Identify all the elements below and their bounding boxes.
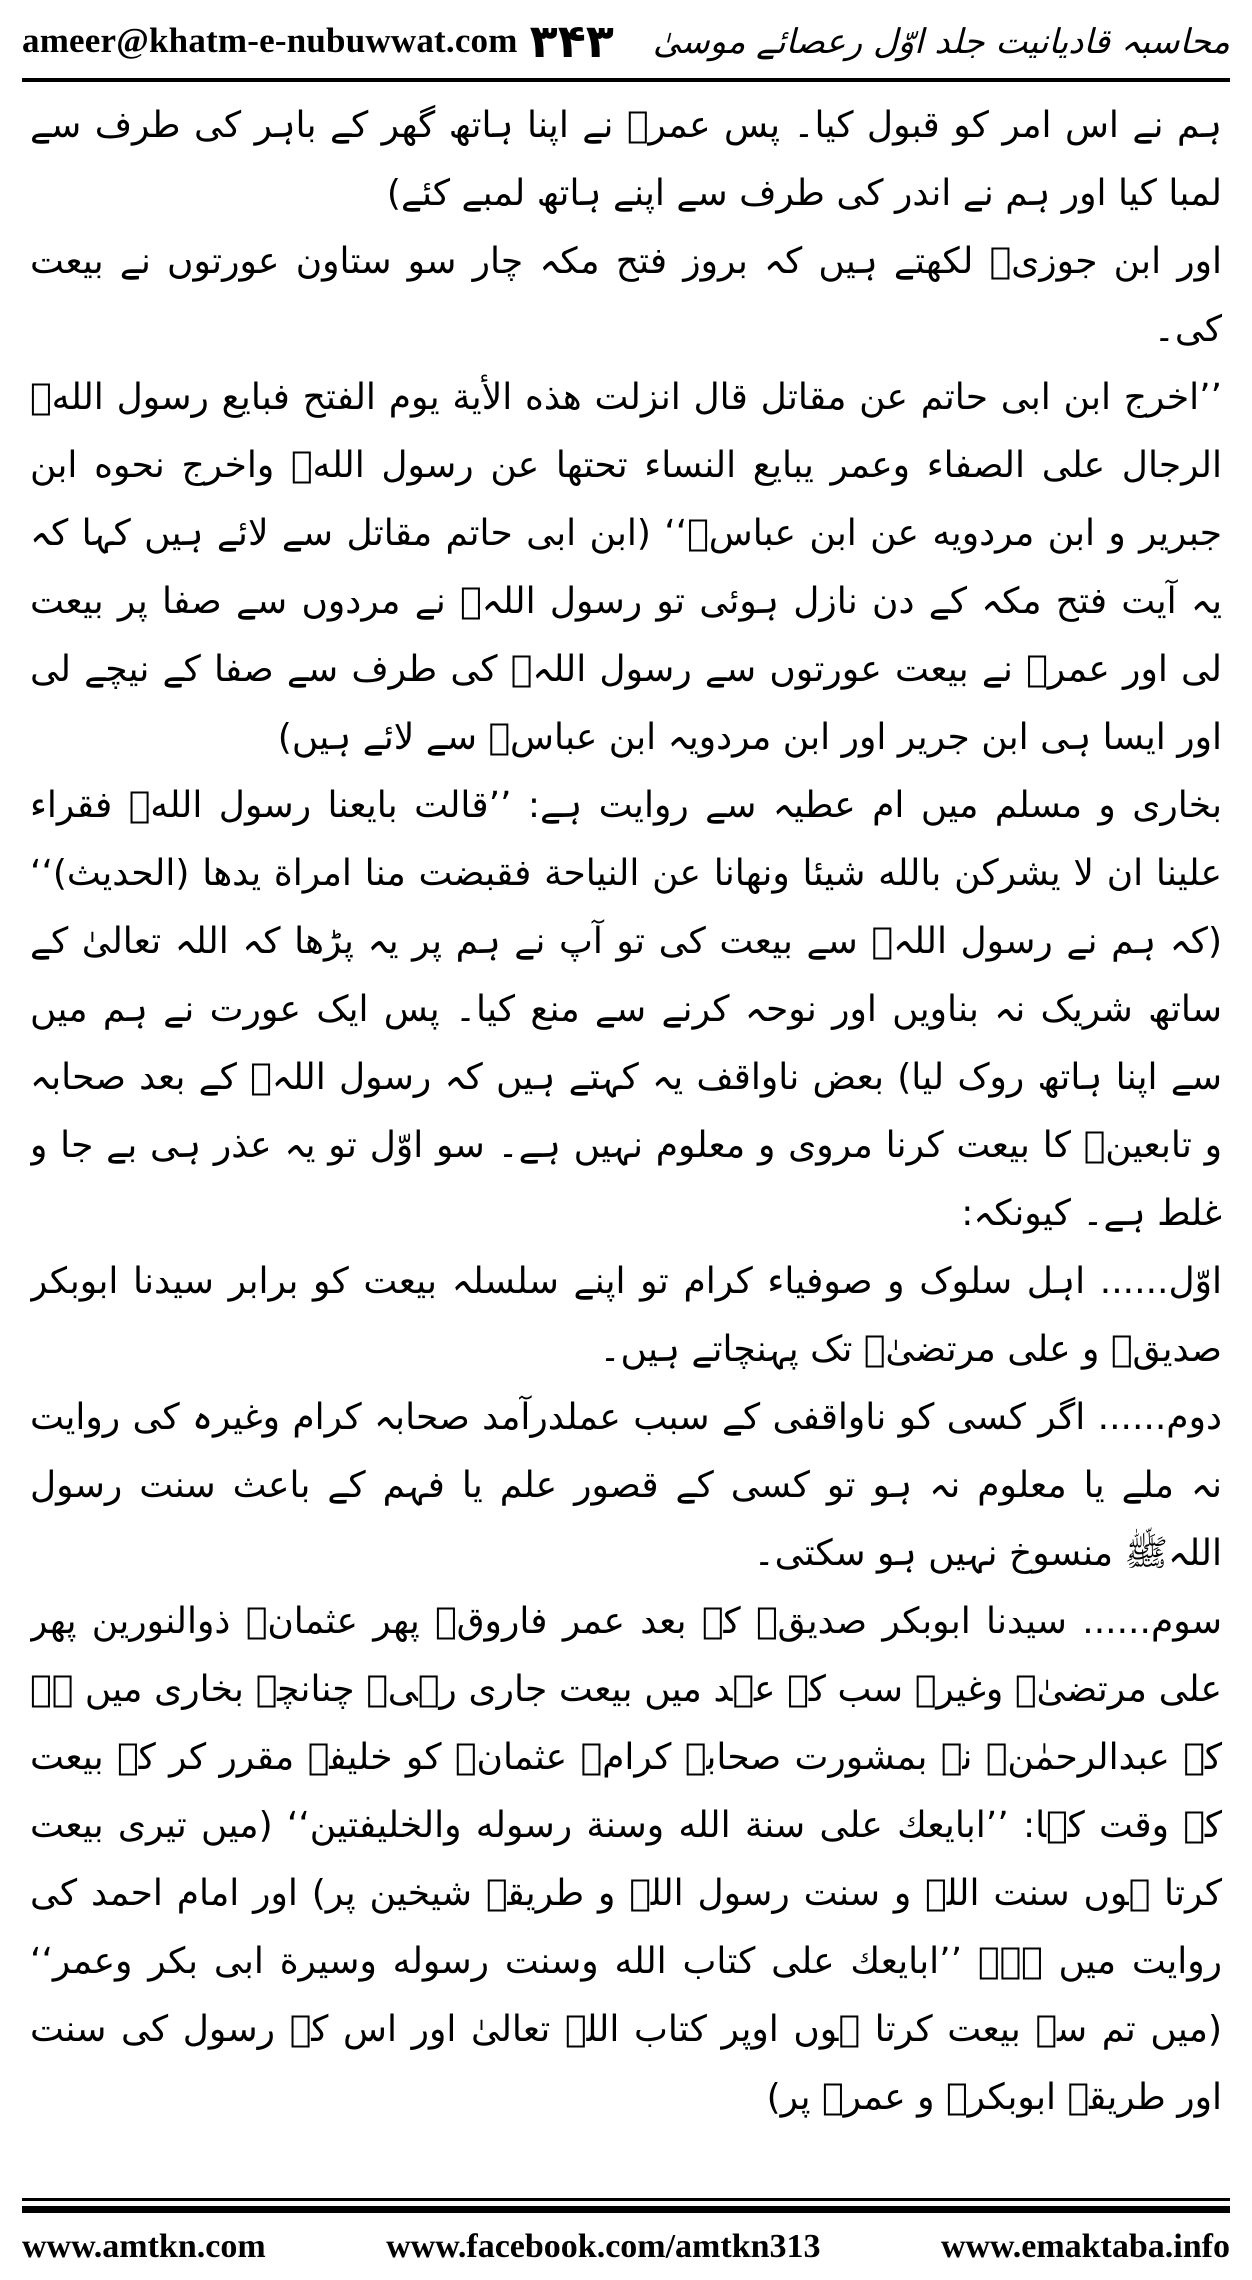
footer-link-facebook[interactable]: www.facebook.com/amtkn313 [386, 2228, 821, 2265]
paragraph-1: ہم نے اس امر کو قبول کیا۔ پس عمرؓ نے اپنا ہاتھ گھر کے باہر کی طرف سے لمبا کیا اور ہم نے اندر کی طرف سے اپنے ہاتھ لمبے کئے) [30, 105, 1222, 214]
page-header [22, 8, 1230, 74]
paragraph-2: اور ابن جوزیؒ لکھتے ہیں کہ بروز فتح مکہ چار سو ستاون عورتوں نے بیعت کی۔ [30, 241, 1222, 350]
footer-link-emaktaba[interactable]: www.emaktaba.info [940, 2228, 1230, 2265]
header-rule [22, 78, 1230, 82]
paragraph-soam: سوم...... سیدنا ابوبکر صدیقؓ کے بعد عمر فاروقؓ پھر عثمانؓ ذوالنورین پھر علی مرتضیٰؓ وغیرہ سب کے عہد میں بیعت جاری رہی۔ چنانچہ بخاری میں ہے کہ عبدالرحمٰنؓ نے بمشورت صحابہ کرامؓ عثمانؓ کو خلیفہ مقرر کر کے بیعت کے وقت کہا: ’’ابايعك على سنة الله وسنة رسوله والخليفتين‘‘ (میں تیری بیعت کرتا ہوں سنت اللہ و سنت رسول اللہ و طریقہ شیخین پر) اور امام احمد کی روایت میں ہے۔ ’’ابايعك على كتاب الله وسنت رسوله وسيرة ابی بكر وعمر‘‘ (میں تم سے بیعت کرتا ہوں اوپر کتاب اللہ تعالیٰ اور اس کے رسول کی سنت اور طریقہ ابوبکرؓ و عمرؓ پر) [30, 1601, 1222, 2118]
page-footer [22, 2222, 1230, 2272]
footer-rule-thin [22, 2198, 1230, 2201]
footer-link-amtkn[interactable]: www.amtkn.com [22, 2228, 266, 2265]
paragraph-3: ’’اخرج ابن ابی حاتم عن مقاتل قال انزلت هذه الأية يوم الفتح فبايع رسول اللهﷺ الرجال على الصفاء وعمر يبايع النساء تحتها عن رسول اللهﷺ واخرج نحوه ابن جبرير و ابن مردويه عن ابن عباسؓ‘‘ (ابن ابی حاتم مقاتل سے لائے ہیں کہا کہ یہ آیت فتح مکہ کے دن نازل ہوئی تو رسول اللہﷺ نے مردوں سے صفا پر بیعت لی اور عمرؓ نے بیعت عورتوں سے رسول اللہﷺ کی طرف سے صفا کے نیچے لی اور ایسا ہی ابن جریر اور ابن مردویہ ابن عباسؓ سے لائے ہیں) [30, 377, 1222, 758]
header-email: ameer@khatm-e-nubuwwat.com [22, 21, 518, 60]
book-title: محاسبہ قادیانیت جلد اوّل رعصائے موسیٰ [652, 21, 1230, 62]
paragraph-4: بخاری و مسلم میں ام عطیہ سے روایت ہے: ’’قالت بايعنا رسول اللهﷺ فقراء علينا ان لا يشركن بالله شيئا ونهانا عن النياحة فقبضت منا امراة يدها (الحديث)‘‘ (کہ ہم نے رسول اللہﷺ سے بیعت کی تو آپ نے ہم پر یہ پڑھا کہ اللہ تعالیٰ کے ساتھ شریک نہ بناویں اور نوحہ کرنے سے منع کیا۔ پس ایک عورت نے ہم میں سے اپنا ہاتھ روک لیا) بعض ناواقف یہ کہتے ہیں کہ رسول اللہﷺ کے بعد صحابہ و تابعینؒ کا بیعت کرنا مروی و معلوم نہیں ہے۔ سو اوّل تو یہ عذر ہی بے جا و غلط ہے۔ کیونکہ: [30, 785, 1222, 1234]
page-number: ۳۴۳ [529, 14, 614, 68]
paragraph-awwal: اوّل...... اہل سلوک و صوفیاء کرام تو اپنے سلسلہ بیعت کو برابر سیدنا ابوبکر صدیقؓ و علی مرتضیٰؓ تک پہنچاتے ہیں۔ [30, 1261, 1222, 1370]
page-body [30, 92, 1222, 2182]
paragraph-doam: دوم...... اگر کسی کو ناواقفی کے سبب عملدرآمد صحابہ کرام وغیرہ کی روایت نہ ملے یا معلوم نہ ہو تو کسی کے قصور علم یا فہم کے باعث سنت رسول اللہﷺ منسوخ نہیں ہو سکتی۔ [30, 1397, 1222, 1574]
footer-rule-thick [22, 2206, 1230, 2213]
